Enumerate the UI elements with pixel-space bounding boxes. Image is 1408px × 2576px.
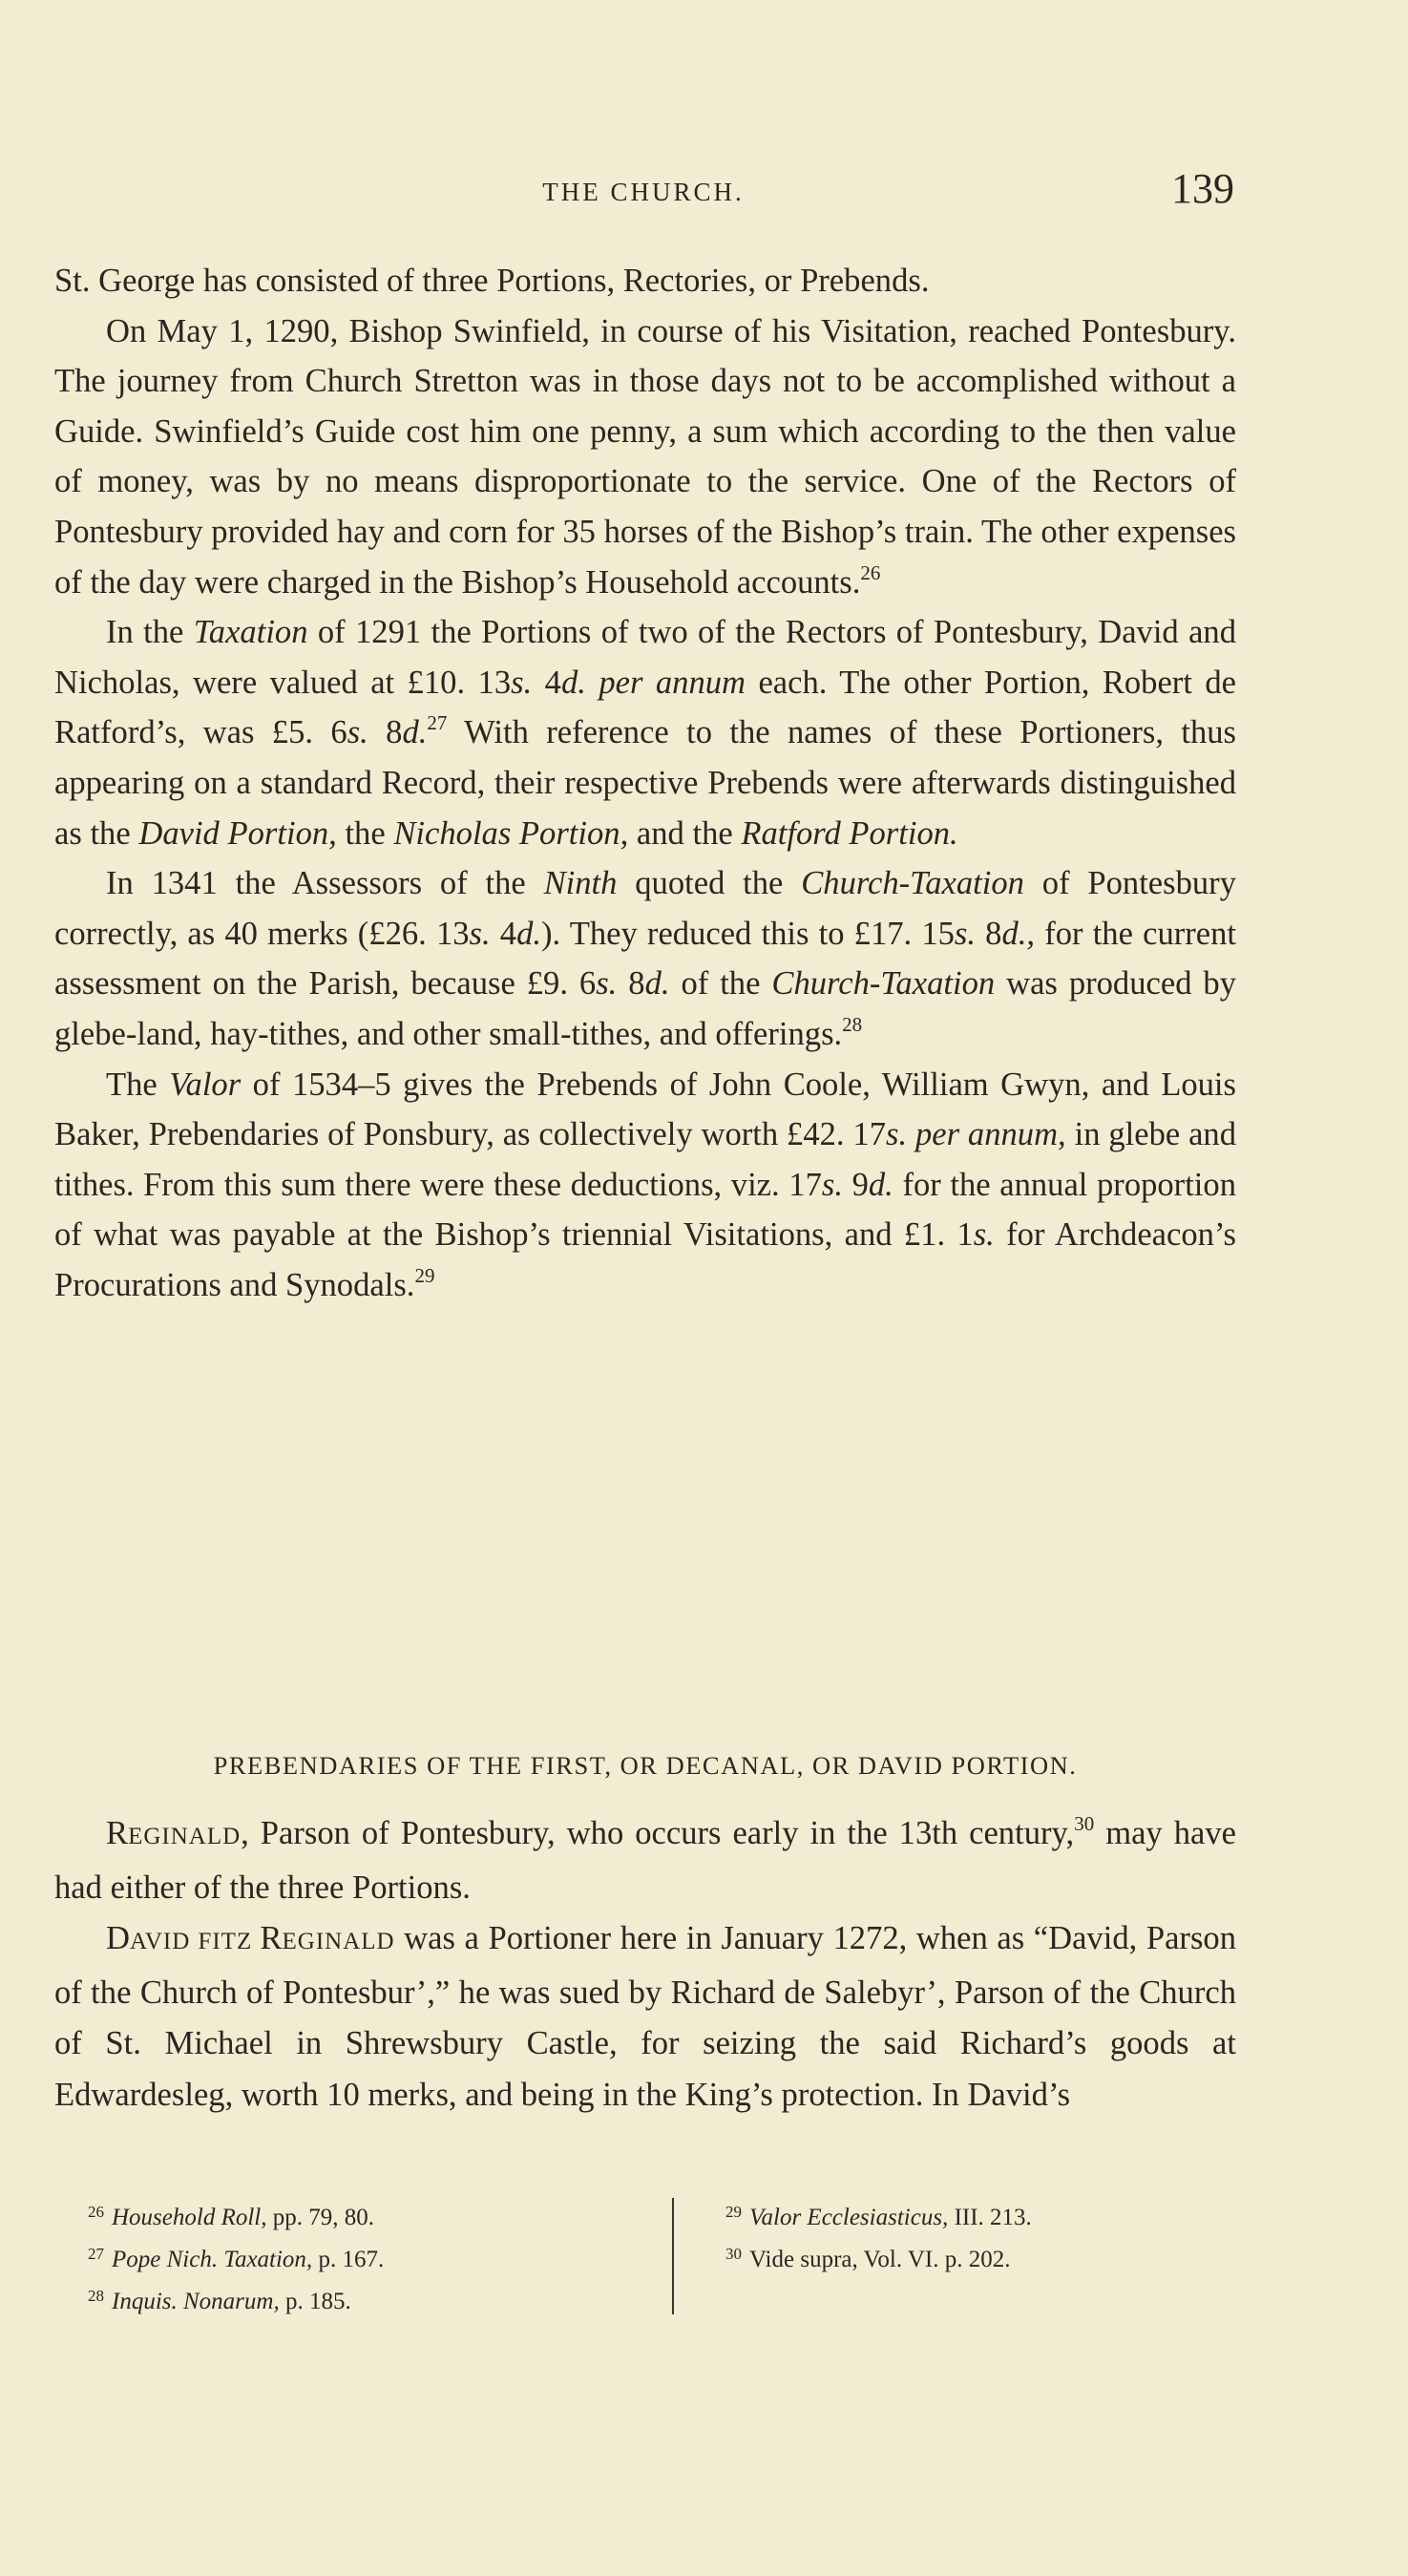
- footnote-ref: 30: [1074, 1812, 1095, 1835]
- text-run: of 1291 the Portions of two of the Rectors of Pontesbury, David and Nicholas, were valued at £10. 13: [54, 614, 1236, 701]
- text-run: 4: [532, 664, 561, 701]
- footnotes-right-column: [725, 2194, 1222, 2278]
- footnote: [88, 2194, 622, 2236]
- name-initial: R: [106, 1815, 129, 1851]
- footnote-title: Household Roll,: [112, 2205, 267, 2230]
- italic-text: s.: [511, 664, 533, 701]
- italic-text: s.: [821, 1166, 843, 1203]
- italic-text: d.: [516, 915, 542, 952]
- footnote-ref: 29: [414, 1263, 435, 1287]
- paragraph: [54, 858, 1236, 1059]
- text-run: was a Portioner here in January 1272, when as “David, Parson of the Church of Pontesbur’,” he was sued by Richard de Salebyr’, Parson of the Church of St. Michael in Shrewsbury Castle, for seizing the said Richard’s goods at Edwardesleg, worth 10 merks, and being in the King’s protection. In David’s: [54, 1920, 1236, 2113]
- italic-text: s.: [347, 714, 368, 751]
- footnote-text: pp. 79, 80.: [266, 2205, 374, 2230]
- paragraph: [54, 1913, 1236, 2121]
- italic-text: Ninth: [543, 865, 618, 902]
- footnote-text: Vide supra, Vol. VI. p. 202.: [749, 2247, 1011, 2272]
- text-run: for the annual proportion of what was payable at the Bishop’s triennial Visitations, and £1. 1: [54, 1166, 1236, 1254]
- page-number: 139: [1171, 165, 1234, 212]
- name-smallcaps: EGINALD: [128, 1824, 242, 1849]
- italic-text: d. per annum: [560, 664, 746, 701]
- text-run: of Pontesbury correctly, as 40 merks (£26. 13: [54, 865, 1236, 952]
- footnote-number: 28: [88, 2287, 104, 2305]
- text-run: 8: [368, 714, 403, 751]
- text-run: quoted the: [617, 865, 802, 902]
- italic-text: s.: [954, 915, 977, 952]
- footnotes-left-column: [88, 2194, 622, 2320]
- column-divider: [672, 2198, 674, 2314]
- italic-text: Valor: [169, 1066, 242, 1103]
- italic-text: s.: [973, 1216, 995, 1254]
- paragraph: [54, 256, 1236, 306]
- text-run: 8: [976, 915, 1002, 952]
- text-run: 9: [842, 1166, 869, 1203]
- footnote-title: Valor Ecclesiasticus,: [749, 2205, 949, 2230]
- footnote-ref: 27: [427, 711, 448, 735]
- name-initial: R: [260, 1920, 283, 1956]
- name-smallcaps: AVID: [129, 1929, 191, 1954]
- italic-text: David Portion,: [138, 814, 337, 852]
- italic-text: Church-Taxation: [801, 865, 1024, 902]
- paragraph: [54, 1808, 1236, 1913]
- footnote-text: p. 167.: [312, 2247, 385, 2272]
- running-title: THE CHURCH.: [542, 178, 745, 206]
- text-run: was produced by glebe-land, hay-tithes, and other small-tithes, and offerings.: [54, 965, 1237, 1052]
- italic-text: Taxation: [193, 614, 308, 651]
- text-run: for the current assessment on the Parish, because £9. 6: [54, 915, 1236, 1003]
- footnote: [88, 2236, 622, 2278]
- text-run: each. The other Portion, Robert de Ratford’s, was £5. 6: [54, 664, 1236, 751]
- paragraph-text: St. George has consisted of three Portions, Rectories, or Prebends.: [54, 263, 930, 299]
- text-run: and the: [628, 814, 742, 852]
- italic-text: Nicholas Portion,: [393, 814, 629, 852]
- name-initial: D: [106, 1920, 130, 1956]
- section-text: [54, 1808, 1236, 2121]
- footnote-number: 29: [725, 2203, 742, 2221]
- footnote-number: 30: [725, 2245, 742, 2263]
- footnote-text: p. 185.: [279, 2289, 351, 2314]
- paragraph: [54, 1060, 1236, 1311]
- paragraph: [54, 607, 1236, 858]
- text-run: of 1534–5 gives the Prebends of John Coole, William Gwyn, and Louis Baker, Prebendaries of Ponsbury, as collectively worth £42. 17: [54, 1066, 1236, 1153]
- text-run: the: [336, 814, 394, 852]
- footnote: [725, 2236, 1222, 2278]
- section-heading: PREBENDARIES OF THE FIRST, OR DECANAL, OR DAVID PORTION.: [213, 1751, 1078, 1780]
- page-header: [53, 164, 1234, 218]
- footnote-ref: 26: [860, 560, 881, 584]
- italic-text: d.: [402, 714, 428, 751]
- name-smallcaps: EGINALD: [282, 1929, 395, 1954]
- paragraph-text: On May 1, 1290, Bishop Swinfield, in course of his Visitation, reached Pontesbury. The journey from Church Stretton was in those days not to be accomplished without a Guide. Swinfield’s Guide cost him one penny, a sum which according to the then value of money, was by no means disproportionate to the service. One of the Rectors of Pontesbury provided hay and corn for 35 horses of the Bishop’s train. The other expenses of the day were charged in the Bishop’s Household accounts.: [54, 312, 1236, 601]
- footnote-title: Inquis. Nonarum,: [112, 2289, 280, 2314]
- text-run: 8: [617, 965, 645, 1003]
- footnote: [725, 2194, 1222, 2236]
- text-run: in glebe and tithes. From this sum there were these deductions, viz. 17: [54, 1116, 1237, 1203]
- footnote-number: 27: [88, 2245, 104, 2263]
- name-smallcaps: FITZ: [190, 1929, 261, 1954]
- text-run: ). They reduced this to £17. 15: [541, 915, 955, 952]
- italic-text: d.: [644, 965, 670, 1003]
- footnote-text: III. 213.: [948, 2205, 1032, 2230]
- italic-text: s.: [596, 965, 618, 1003]
- text-run: of the: [669, 965, 772, 1003]
- text-run: 4: [490, 915, 517, 952]
- footnote: [88, 2278, 622, 2320]
- paragraph: [54, 306, 1236, 608]
- main-text: [54, 256, 1236, 1310]
- footnote-title: Pope Nich. Taxation,: [112, 2247, 313, 2272]
- text-run: With reference to the names of these Portioners, thus appearing on a standard Record, their respective Prebends were afterwards distinguished as the: [54, 714, 1236, 852]
- text-run: , Parson of Pontesbury, who occurs early in the 13th century,: [241, 1815, 1075, 1851]
- text-run: The: [106, 1066, 170, 1103]
- italic-text: Ratford Portion.: [741, 814, 958, 852]
- text-run: for Archdeacon’s Procurations and Synodals.: [54, 1216, 1237, 1303]
- footnote-ref: 28: [842, 1012, 863, 1036]
- text-run: In the: [106, 614, 194, 651]
- italic-text: Church-Taxation: [771, 965, 996, 1003]
- footnote-number: 26: [88, 2203, 104, 2221]
- text-run: In 1341 the Assessors of the: [106, 865, 544, 902]
- italic-text: s. per annum,: [886, 1116, 1066, 1153]
- footnotes: [88, 2194, 1219, 2318]
- italic-text: d.,: [1001, 915, 1036, 952]
- text-run: may have had either of the three Portions.: [54, 1815, 1236, 1906]
- italic-text: d.: [868, 1166, 893, 1203]
- italic-text: s.: [469, 915, 491, 952]
